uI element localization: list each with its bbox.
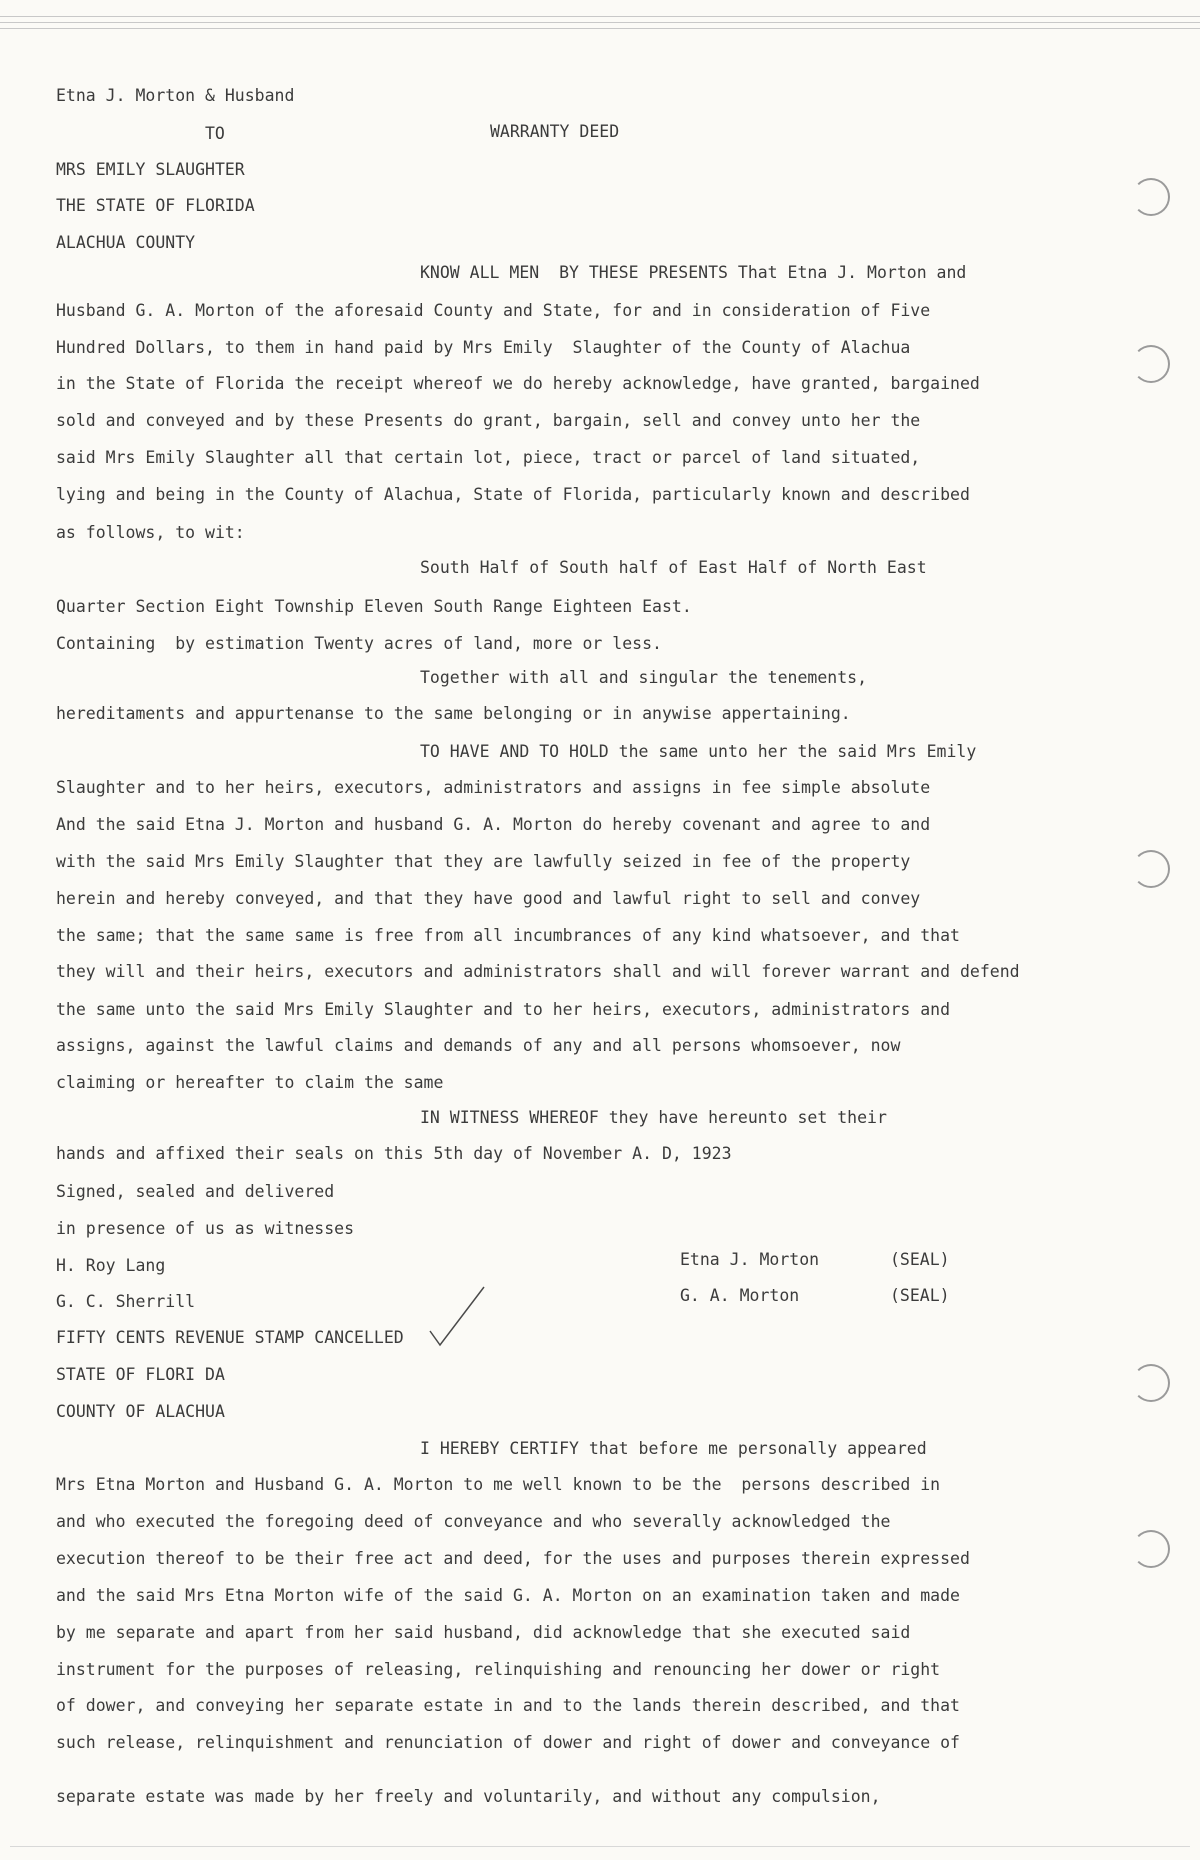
testimonium-line: IN WITNESS WHEREOF they have hereunto set their — [420, 1108, 887, 1127]
seal-mark: (SEAL) — [890, 1250, 950, 1269]
punch-hole — [1132, 345, 1170, 383]
bottom-edge — [10, 1846, 1190, 1847]
attestation-line: in presence of us as witnesses — [56, 1219, 355, 1238]
punch-hole — [1132, 1364, 1170, 1402]
document-title: WARRANTY DEED — [490, 122, 620, 141]
county-line: ALACHUA COUNTY — [56, 233, 196, 252]
seal-mark: (SEAL) — [890, 1286, 950, 1305]
body-line: in the State of Florida the receipt whereof we do hereby acknowledge, have granted, bargained — [56, 374, 980, 393]
body-line: with the said Mrs Emily Slaughter that they are lawfully seized in fee of the property — [56, 852, 911, 871]
body-line: claiming or hereafter to claim the same — [56, 1073, 444, 1092]
signatory-name: G. A. Morton — [680, 1286, 800, 1305]
body-line: sold and conveyed and by these Presents do grant, bargain, sell and convey unto her the — [56, 411, 921, 430]
body-line: Together with all and singular the tenements, — [420, 668, 868, 687]
certificate-line: Mrs Etna Morton and Husband G. A. Morton to me well known to be the persons described in — [56, 1475, 941, 1494]
witness-name: H. Roy Lang — [56, 1256, 166, 1275]
top-rule-2 — [0, 22, 1200, 23]
grantee-line: MRS EMILY SLAUGHTER — [56, 160, 245, 179]
state-line: THE STATE OF FLORIDA — [56, 196, 255, 215]
certificate-line: such release, relinquishment and renunciation of dower and right of dower and conveyance of — [56, 1733, 960, 1752]
certificate-line: separate estate was made by her freely and voluntarily, and without any compulsion, — [56, 1787, 881, 1806]
body-line: TO HAVE AND TO HOLD the same unto her the said Mrs Emily — [420, 742, 977, 761]
certificate-line: and who executed the foregoing deed of conveyance and who severally acknowledged the — [56, 1512, 891, 1531]
body-line: said Mrs Emily Slaughter all that certain lot, piece, tract or parcel of land situated, — [56, 448, 921, 467]
date-line: hands and affixed their seals on this 5th day of November A. D, 1923 — [56, 1144, 732, 1163]
grantor-line: Etna J. Morton & Husband — [56, 86, 295, 105]
state-line: STATE OF FLORI DA — [56, 1365, 225, 1384]
body-line: Slaughter and to her heirs, executors, administrators and assigns in fee simple absolute — [56, 778, 931, 797]
attestation-line: Signed, sealed and delivered — [56, 1182, 335, 1201]
body-line: And the said Etna J. Morton and husband G. A. Morton do hereby covenant and agree to and — [56, 815, 931, 834]
body-line: assigns, against the lawful claims and demands of any and all persons whomsoever, now — [56, 1036, 901, 1055]
property-description: Quarter Section Eight Township Eleven South Range Eighteen East. — [56, 597, 692, 616]
certificate-line: I HEREBY CERTIFY that before me personally appeared — [420, 1439, 927, 1458]
acreage-line: Containing by estimation Twenty acres of land, more or less. — [56, 634, 662, 653]
check-mark — [428, 1285, 488, 1350]
certificate-line: and the said Mrs Etna Morton wife of the said G. A. Morton on an examination taken and made — [56, 1586, 960, 1605]
punch-hole — [1132, 1530, 1170, 1568]
witness-name: G. C. Sherrill — [56, 1292, 196, 1311]
body-line: KNOW ALL MEN BY THESE PRESENTS That Etna J. Morton and — [420, 263, 967, 282]
punch-hole — [1132, 178, 1170, 216]
body-line: lying and being in the County of Alachua, State of Florida, particularly known and described — [56, 485, 970, 504]
body-line: they will and their heirs, executors and administrators shall and will forever warrant and defend — [56, 962, 1020, 981]
to-line: TO — [205, 124, 225, 143]
body-line: herein and hereby conveyed, and that they have good and lawful right to sell and convey — [56, 889, 921, 908]
body-line: Hundred Dollars, to them in hand paid by Mrs Emily Slaughter of the County of Alachua — [56, 338, 911, 357]
punch-hole — [1132, 850, 1170, 888]
revenue-stamp-note: FIFTY CENTS REVENUE STAMP CANCELLED — [56, 1328, 404, 1347]
body-line: as follows, to wit: — [56, 523, 245, 542]
top-rule — [0, 16, 1200, 17]
body-line: hereditaments and appurtenanse to the same belonging or in anywise appertaining. — [56, 704, 851, 723]
certificate-line: by me separate and apart from her said husband, did acknowledge that she executed said — [56, 1623, 911, 1642]
body-line: Husband G. A. Morton of the aforesaid County and State, for and in consideration of Five — [56, 301, 931, 320]
top-rule-3 — [0, 28, 1200, 29]
body-line: the same; that the same same is free from all incumbrances of any kind whatsoever, and that — [56, 926, 960, 945]
certificate-line: execution thereof to be their free act and deed, for the uses and purposes therein expressed — [56, 1549, 970, 1568]
signatory-name: Etna J. Morton — [680, 1250, 820, 1269]
certificate-line: instrument for the purposes of releasing, relinquishing and renouncing her dower or right — [56, 1660, 941, 1679]
certificate-line: of dower, and conveying her separate estate in and to the lands therein described, and that — [56, 1696, 960, 1715]
county-line: COUNTY OF ALACHUA — [56, 1402, 225, 1421]
property-description: South Half of South half of East Half of North East — [420, 558, 927, 577]
body-line: the same unto the said Mrs Emily Slaughter and to her heirs, executors, administrators and — [56, 1000, 951, 1019]
